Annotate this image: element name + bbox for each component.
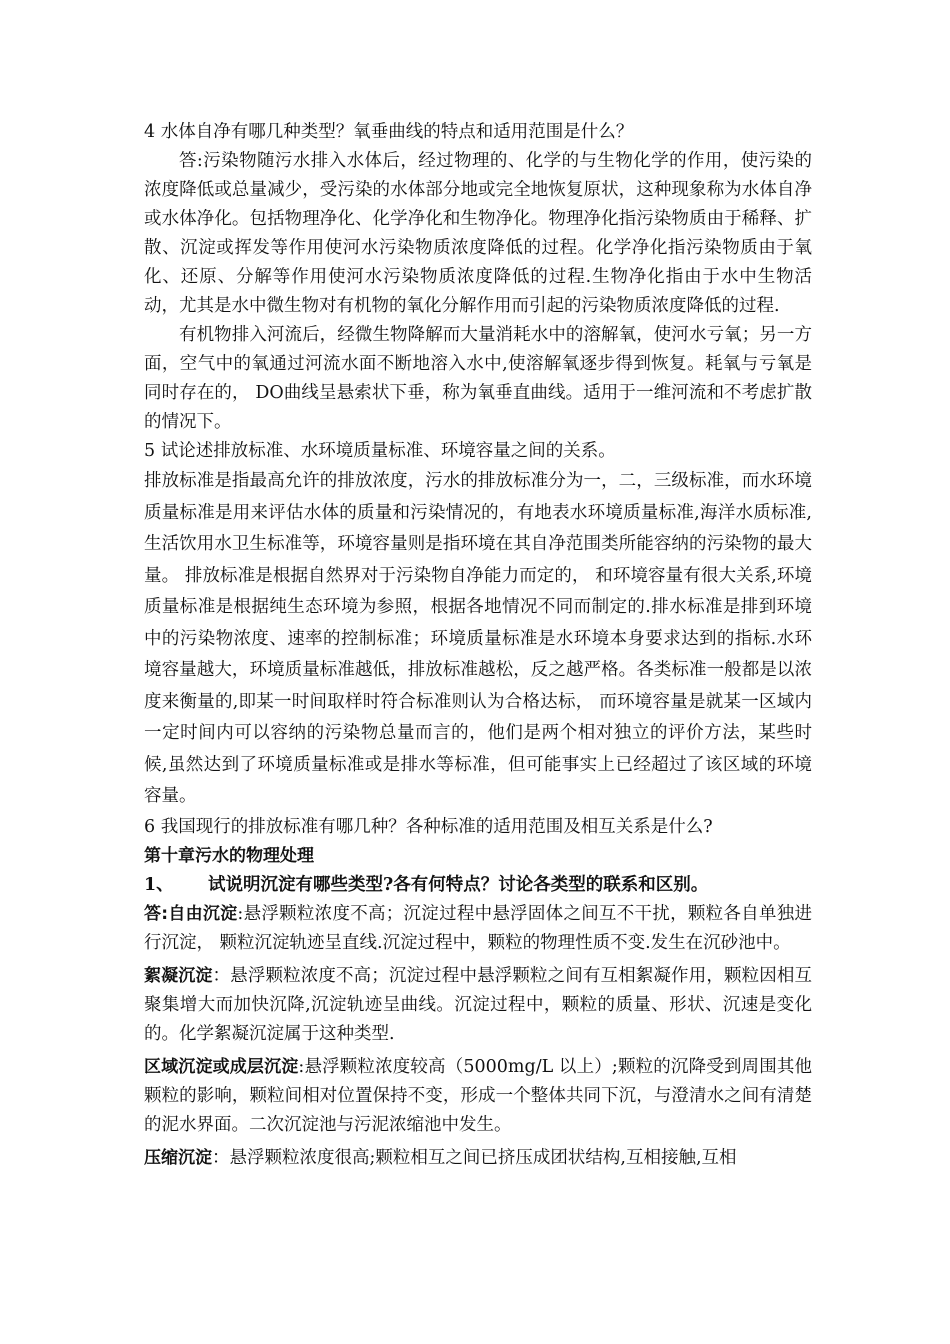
term-flocculent-settling: 絮凝沉淀	[144, 965, 213, 986]
term-free-settling: 答:自由沉淀	[144, 903, 238, 924]
compression-settling-text: ：悬浮颗粒浓度很高;颗粒相互之间已挤压成团状结构,互相接触,互相	[212, 1147, 737, 1168]
question-4: 4 水体自净有哪几种类型？氧垂曲线的特点和适用范围是什么？	[144, 122, 634, 142]
term-compression-settling: 压缩沉淀	[144, 1147, 212, 1168]
answer-free-settling	[144, 900, 812, 958]
question-text: 试说明沉淀有哪些类型?各有何特点？讨论各类型的联系和区别。	[208, 874, 709, 895]
document-body	[144, 118, 812, 1173]
free-settling-text: :悬浮颗粒浓度不高；沉淀过程中悬浮固体之间互不干扰，颗粒各自单独进行沉淀， 颗粒沉淀轨迹呈直线.沉淀过程中，颗粒的物理性质不变.发生在沉砂池中。	[144, 903, 812, 953]
question-5: 5 试论述排放标准、水环境质量标准、环境容量之间的关系。	[144, 441, 616, 461]
answer-4-paragraph-2: 有机物排入河流后，经微生物降解而大量消耗水中的溶解氧，使河水亏氧；另一方面，空气中的氧通过河流水面不断地溶入水中,使溶解氧逐步得到恢复。耗氧与亏氧是同时存在的， DO曲线呈悬索状下垂，称为氧垂直曲线。适用于一维河流和不考虑扩散的情况下。	[144, 325, 812, 432]
flocculent-settling-text: ：悬浮颗粒浓度不高；沉淀过程中悬浮颗粒之间有互相絮凝作用，颗粒因相互聚集增大而加快沉降,沉淀轨迹呈曲线。沉淀过程中，颗粒的质量、形状、沉速是变化的。化学絮凝沉淀属于这种类型.	[144, 965, 813, 1044]
term-zone-settling: 区域沉淀或成层沉淀	[144, 1056, 299, 1077]
answer-zone-settling	[144, 1053, 812, 1140]
zone-settling-text: :悬浮颗粒浓度较高（5000mg/L 以上）;颗粒的沉降受到周围其他颗粒的影响，颗粒间相对位置保持不变，形成一个整体共同下沉，与澄清水之间有清楚的泥水界面。二次沉淀池与污泥浓缩池中发生。	[144, 1056, 813, 1135]
question-6: 6 我国现行的排放标准有哪几种？各种标准的适用范围及相互关系是什么?	[144, 816, 713, 837]
answer-5: 排放标准是指最高允许的排放浓度，污水的排放标准分为一，二，三级标准，而水环境质量标准是用来评估水体的质量和污染情况的，有地表水环境质量标准,海洋水质标准,生活饮用水卫生标准等，环境容量则是指环境在其自净范围类所能容纳的污染物的最大量。 排放标准是根据自然界对于污染物自净能力而定的， 和环境容量有很大关系,环境质量标准是根据纯生态环境为参照，根据各地情况不同而制定的.排水标准是排到环境中的污染物浓度、速率的控制标准；环境质量标准是水环境本身要求达到的指标.水环境容量越大，环境质量标准越低，排放标准越松，反之越严格。各类标准一般都是以浓度来衡量的,即某一时间取样时符合标准则认为合格达标， 而环境容量是就某一区域内一定时间内可以容纳的污染物总量而言的，他们是两个相对独立的评价方法，某些时候,虽然达到了环境质量标准或是排水等标准，但可能事实上已经超过了该区域的环境容量。	[144, 471, 812, 806]
chapter-question-1	[144, 871, 812, 900]
answer-compression-settling	[144, 1144, 812, 1173]
chapter-title: 第十章污水的物理处理	[144, 845, 314, 866]
question-number: 1、	[144, 874, 174, 895]
answer-4-paragraph-1: 答:污染物随污水排入水体后，经过物理的、化学的与生物化学的作用，使污染的浓度降低或总量减少，受污染的水体部分地或完全地恢复原状，这种现象称为水体自净或水体净化。包括物理净化、化学净化和生物净化。物理净化指污染物质由于稀释、扩散、沉淀或挥发等作用使河水污染物质浓度降低的过程。化学净化指污染物质由于氧化、还原、分解等作用使河水污染物质浓度降低的过程.生物净化指由于水中生物活动，尤其是水中微生物对有机物的氧化分解作用而引起的污染物质浓度降低的过程.	[144, 151, 812, 316]
answer-flocculent-settling	[144, 962, 812, 1049]
